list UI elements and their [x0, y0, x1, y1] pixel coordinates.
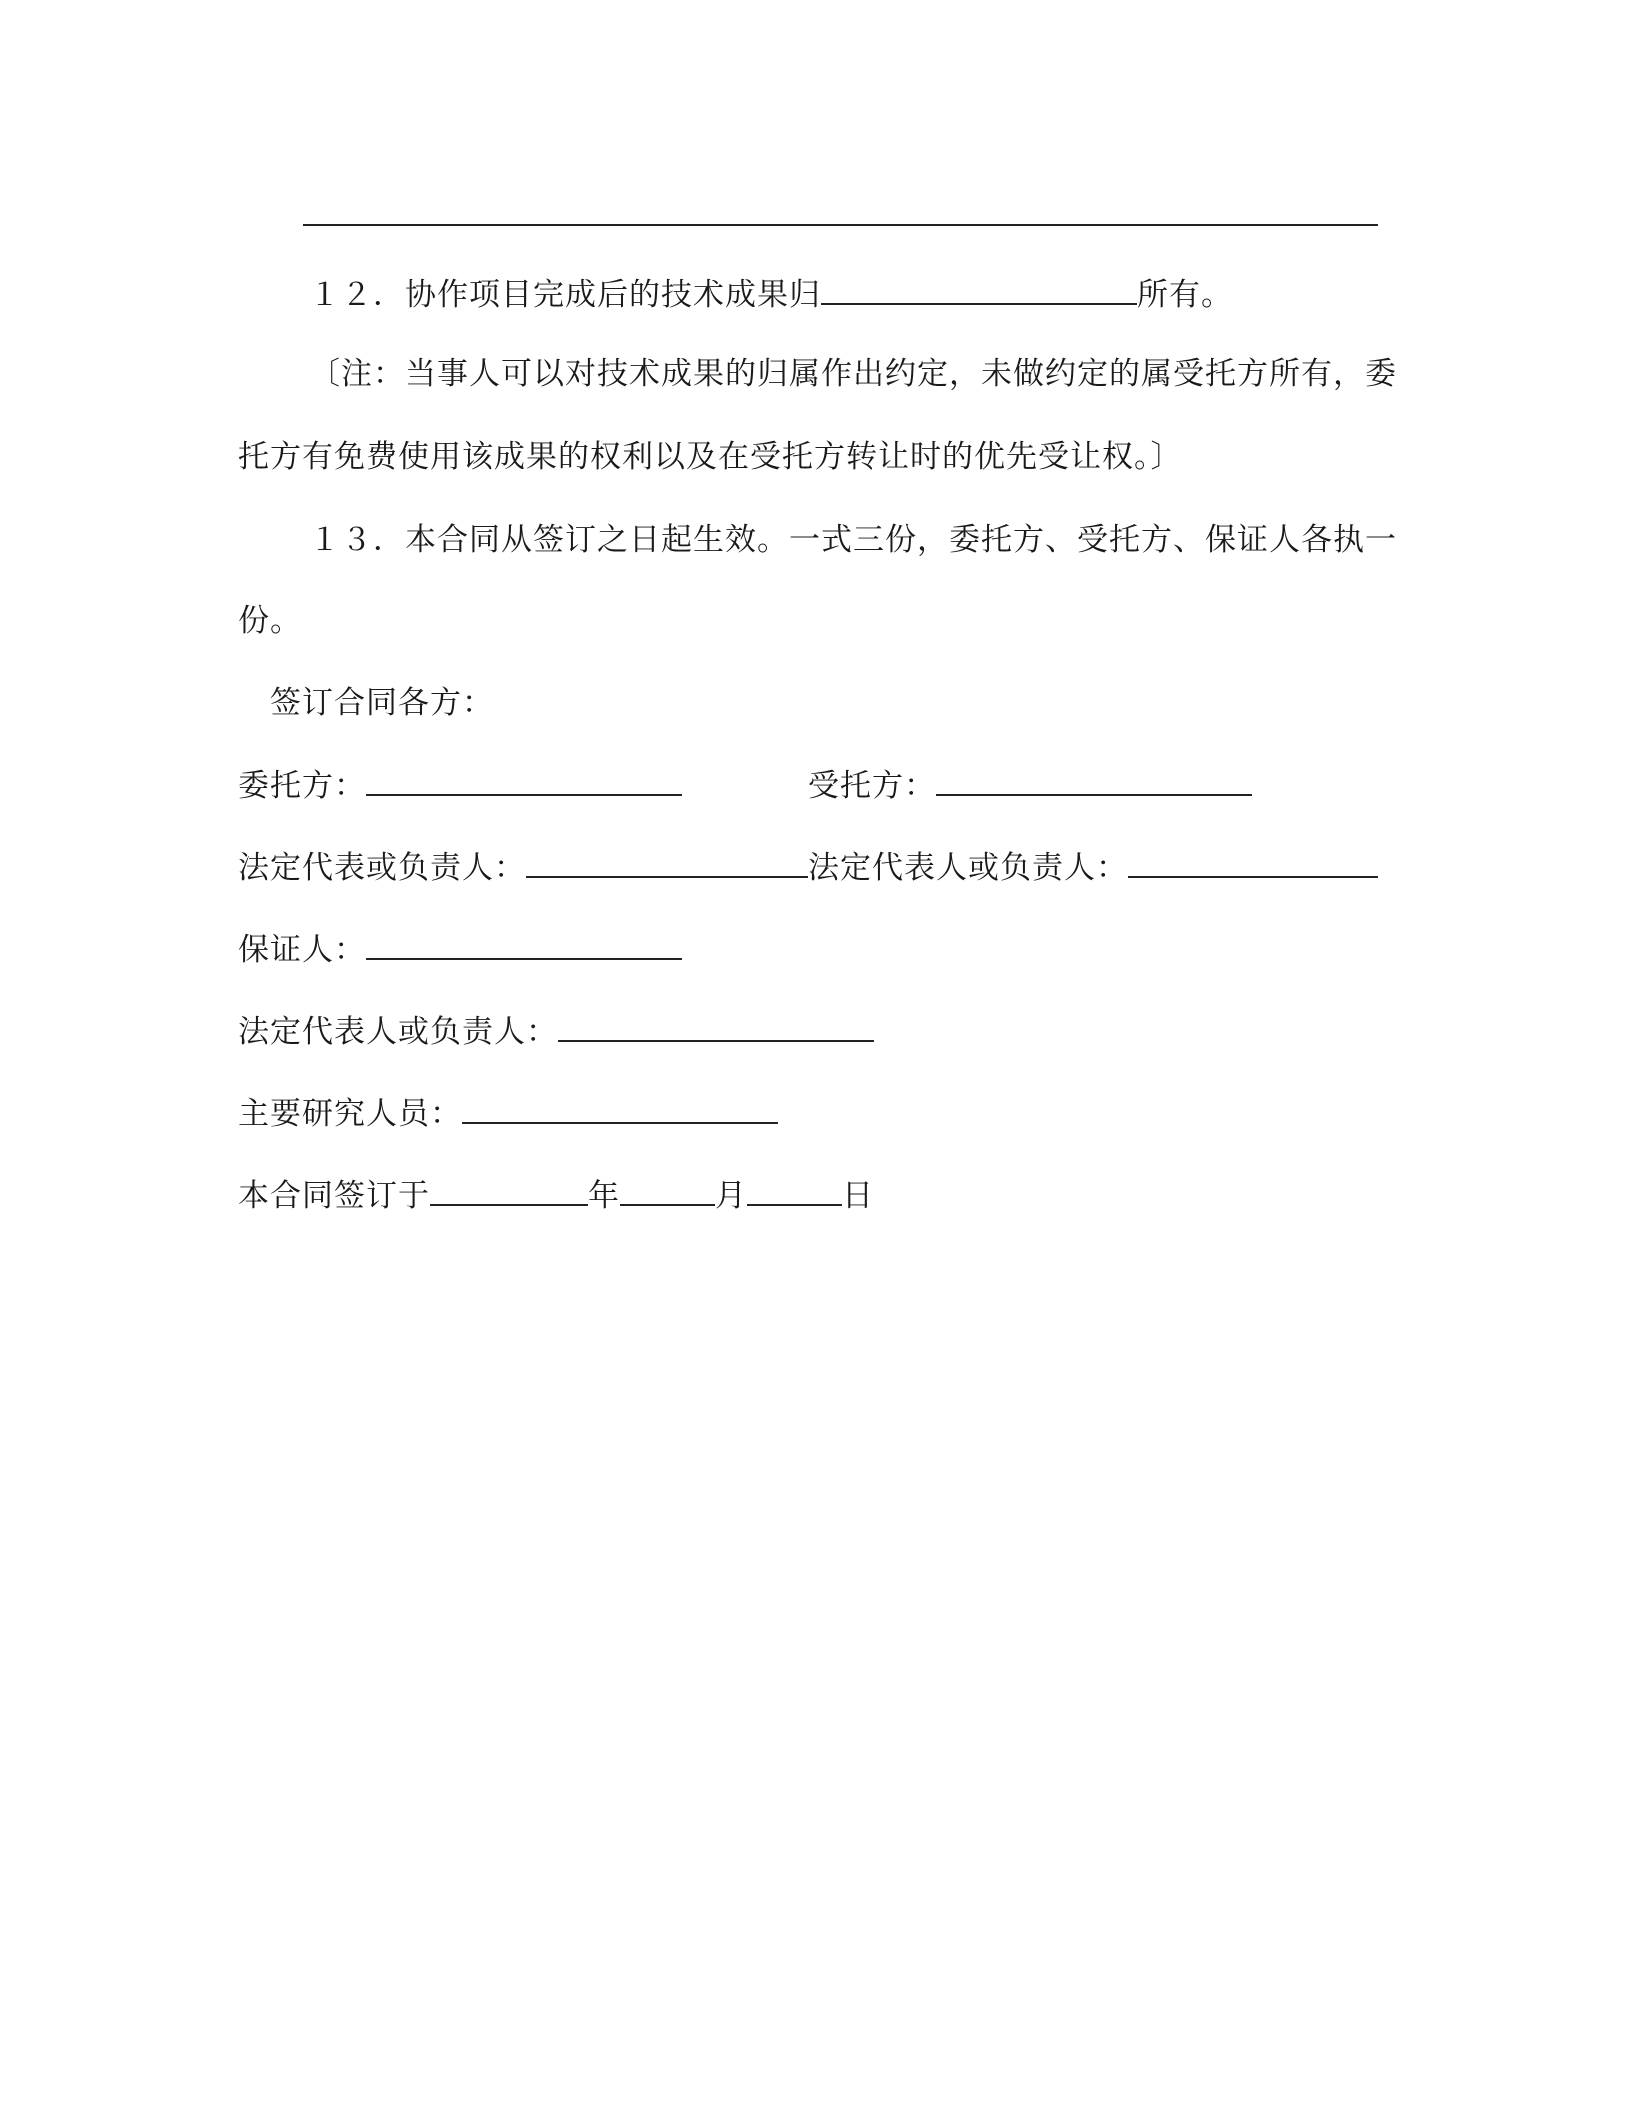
note-line-2: 托方有免费使用该成果的权利以及在受托方转让时的优先受让权。〕: [238, 439, 1183, 475]
researchers-blank[interactable]: [462, 1092, 778, 1124]
month-label: 月: [715, 1178, 747, 1214]
guarantor-rep-row: [238, 1010, 874, 1052]
client-row: [238, 764, 682, 806]
guarantor-label: 保证人：: [238, 932, 366, 968]
clause-12-text: １２．协作项目完成后的技术成果归: [309, 277, 821, 313]
date-prefix: 本合同签订于: [238, 1178, 430, 1214]
top-divider-line: [303, 224, 1378, 226]
month-blank[interactable]: [620, 1174, 715, 1206]
year-label: 年: [588, 1178, 620, 1214]
day-label: 日: [842, 1178, 874, 1214]
guarantor-rep-blank[interactable]: [558, 1010, 874, 1042]
year-blank[interactable]: [430, 1174, 588, 1206]
client-blank[interactable]: [366, 764, 682, 796]
client-rep-row: [238, 846, 808, 888]
contractor-label: 受托方：: [808, 768, 936, 804]
contractor-rep-blank[interactable]: [1128, 846, 1378, 878]
clause-13-line-1: １３．本合同从签订之日起生效。一式三份，委托方、受托方、保证人各执一: [309, 522, 1397, 558]
date-row: [238, 1174, 874, 1216]
note-line-1: 〔注：当事人可以对技术成果的归属作出约定，未做约定的属受托方所有，委: [309, 356, 1397, 392]
owner-blank[interactable]: [821, 273, 1137, 305]
clause-12: [309, 273, 1233, 315]
client-rep-blank[interactable]: [526, 846, 808, 878]
contractor-row: [808, 764, 1252, 806]
guarantor-blank[interactable]: [366, 928, 682, 960]
guarantor-rep-label: 法定代表人或负责人：: [238, 1014, 558, 1050]
contractor-rep-label: 法定代表人或负责人：: [808, 850, 1128, 886]
signing-heading: 签订合同各方：: [270, 685, 494, 721]
client-rep-label: 法定代表或负责人：: [238, 850, 526, 886]
client-label: 委托方：: [238, 768, 366, 804]
guarantor-row: [238, 928, 682, 970]
researchers-row: [238, 1092, 778, 1134]
clause-13-line-2: 份。: [238, 603, 302, 639]
contractor-blank[interactable]: [936, 764, 1252, 796]
contractor-rep-row: [808, 846, 1378, 888]
researchers-label: 主要研究人员：: [238, 1096, 462, 1132]
clause-12-suffix: 所有。: [1137, 277, 1233, 313]
day-blank[interactable]: [747, 1174, 842, 1206]
